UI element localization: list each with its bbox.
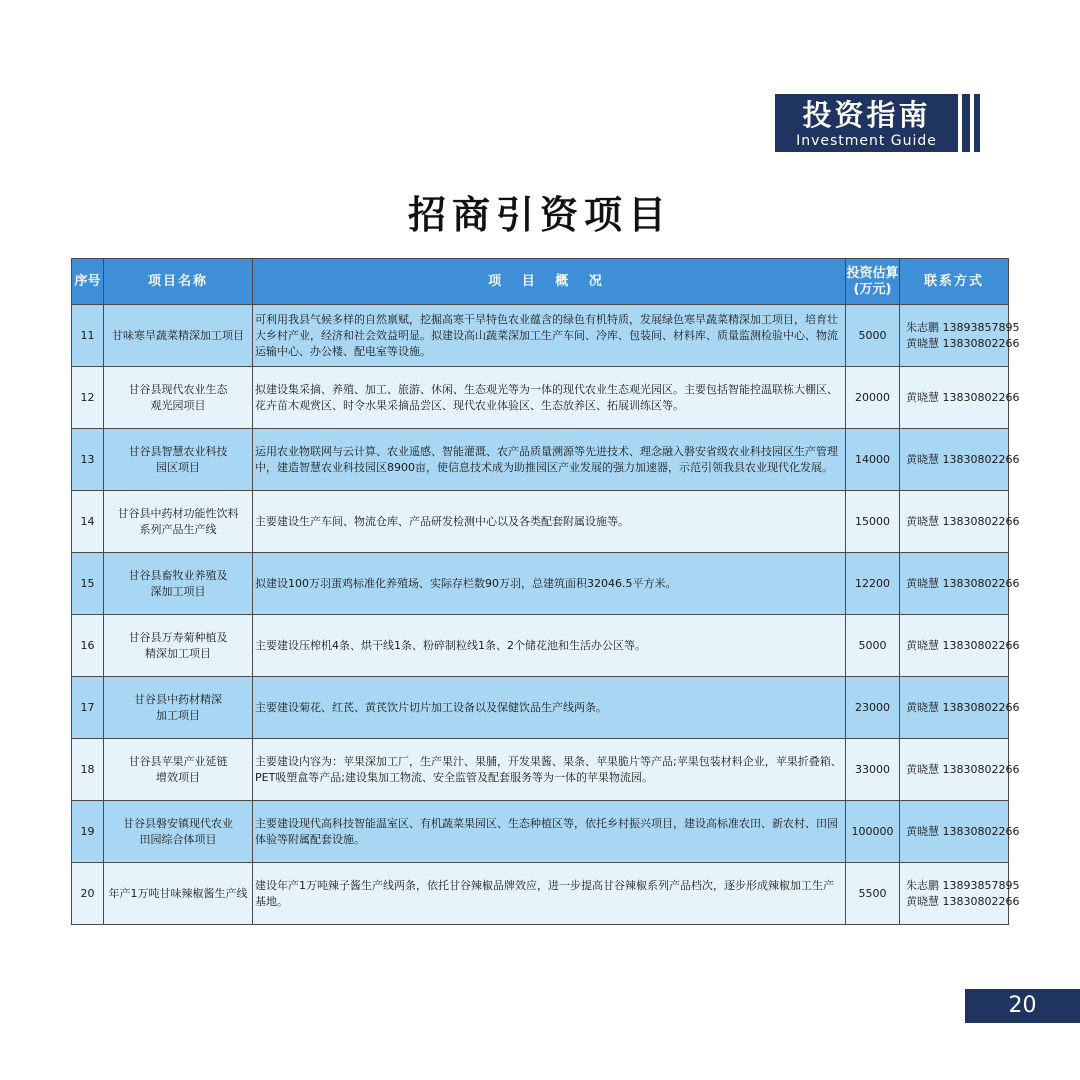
cell-overview: 建设年产1万吨辣子酱生产线两条，依托甘谷辣椒品牌效应，进一步提高甘谷辣椒系列产品档次，逐步形成辣椒加工生产基地。: [253, 863, 846, 925]
cell-overview: 运用农业物联网与云计算、农业遥感、智能灌溉、农产品质量溯源等先进技术、理念融入磐安省级农业科技园区生产管理中，建造智慧农业科技园区8900亩，使信息技术成为助推园区产业发展的强力加速器，示范引领我县农业现代化发展。: [253, 429, 846, 491]
contact-line: 黄晓慧 13830802266: [906, 336, 1020, 350]
cell-overview: 主要建设压榨机4条、烘干线1条、粉碎制粒线1条、2个储花池和生活办公区等。: [253, 615, 846, 677]
contact-line: 黄晓慧 13830802266: [906, 894, 1020, 908]
contact-line: 朱志鹏 13893857895: [906, 320, 1020, 334]
cell-investment: 12200: [846, 553, 900, 615]
contact-line: 黄晓慧 13830802266: [906, 576, 1020, 590]
contact-line: 黄晓慧 13830802266: [906, 638, 1020, 652]
cell-investment: 20000: [846, 367, 900, 429]
cell-overview: 主要建设菊花、红芪、黄芪饮片切片加工设备以及保健饮品生产线两条。: [253, 677, 846, 739]
cell-name: [104, 367, 253, 429]
project-name-line: 年产1万吨甘味辣椒酱生产线: [108, 886, 248, 900]
cell-investment: 14000: [846, 429, 900, 491]
cell-name: [104, 615, 253, 677]
table-row: [72, 677, 1009, 739]
header-contact: 联系方式: [900, 259, 1009, 305]
header-investment: [846, 259, 900, 305]
cell-name: [104, 553, 253, 615]
header-overview: 项 目 概 况: [253, 259, 846, 305]
table-body: [72, 305, 1020, 925]
contact-line: 黄晓慧 13830802266: [906, 824, 1020, 838]
project-name-line: 甘谷县磐安镇现代农业: [123, 816, 233, 830]
header-investment-line2: (万元): [853, 281, 892, 297]
cell-no: 13: [72, 429, 104, 491]
cell-contact: [900, 801, 1020, 863]
contact-line: 黄晓慧 13830802266: [906, 514, 1020, 528]
cell-contact: [900, 677, 1020, 739]
cell-contact: [900, 491, 1020, 553]
project-name-line: 甘谷县中药材功能性饮料: [117, 506, 239, 520]
contact-line: 黄晓慧 13830802266: [906, 390, 1020, 404]
contact-line: 黄晓慧 13830802266: [906, 700, 1020, 714]
project-name-line: 深加工项目: [150, 584, 206, 598]
cell-overview: 主要建设内容为：苹果深加工厂，生产果汁、果脯，开发果酱、果条、苹果脆片等产品;苹果包装材料企业，苹果折叠箱、PET吸塑盒等产品;建设集加工物流、安全监管及配套服务等为一体的苹果物流园。: [253, 739, 846, 801]
table-row: [72, 739, 1009, 801]
page-number: 20: [965, 989, 1080, 1023]
cell-overview: 可利用我县气候多样的自然禀赋，挖掘高寒干旱特色农业蕴含的绿色有机特质，发展绿色寒旱蔬菜精深加工项目，培育壮大乡村产业，经济和社会效益明显。拟建设高山蔬菜深加工生产车间、冷库、包装间、材料库、质量监测检验中心、物流运输中心、办公楼、配电室等设施。: [253, 305, 846, 367]
project-name-line: 甘谷县苹果产业延链: [128, 754, 228, 768]
project-name-line: 系列产品生产线: [139, 522, 217, 536]
section-badge-title: 投资指南: [802, 98, 931, 132]
projects-table: [71, 258, 1020, 925]
cell-contact: [900, 305, 1020, 367]
contact-line: 黄晓慧 13830802266: [906, 452, 1020, 466]
cell-no: 15: [72, 553, 104, 615]
cell-investment: 100000: [846, 801, 900, 863]
cell-contact: [900, 553, 1020, 615]
header-name: 项目名称: [104, 259, 253, 305]
cell-name: [104, 491, 253, 553]
table-row: [72, 305, 1009, 367]
project-name-line: 甘谷县畜牧业养殖及: [128, 568, 228, 582]
cell-name: [104, 305, 253, 367]
project-name-line: 甘谷县智慧农业科技: [128, 444, 228, 458]
cell-contact: [900, 615, 1020, 677]
table-header-row: [72, 259, 1009, 305]
table-row: [72, 553, 1009, 615]
cell-name: [104, 677, 253, 739]
cell-overview: 主要建设现代高科技智能温室区、有机蔬菜果园区、生态种植区等，依托乡村振兴项目，建设高标准农田、新农村、田园体验等附属配套设施。: [253, 801, 846, 863]
project-name-line: 甘谷县中药材精深: [134, 692, 222, 706]
project-name-line: 甘谷县万寿菊种植及: [128, 630, 228, 644]
cell-no: 14: [72, 491, 104, 553]
cell-investment: 33000: [846, 739, 900, 801]
cell-no: 11: [72, 305, 104, 367]
section-badge-subtitle: Investment Guide: [796, 133, 937, 149]
project-name-line: 增效项目: [156, 770, 200, 784]
cell-investment: 15000: [846, 491, 900, 553]
project-name-line: 田园综合体项目: [139, 832, 217, 846]
table-row: [72, 429, 1009, 491]
badge-stripe-2: [974, 94, 980, 152]
cell-name: [104, 863, 253, 925]
section-badge: [775, 94, 958, 152]
table-row: [72, 367, 1009, 429]
cell-overview: 主要建设生产车间、物流仓库、产品研发检测中心以及各类配套附属设施等。: [253, 491, 846, 553]
cell-name: [104, 801, 253, 863]
table-row: [72, 491, 1009, 553]
cell-investment: 23000: [846, 677, 900, 739]
cell-name: [104, 429, 253, 491]
project-name-line: 加工项目: [156, 708, 200, 722]
header-investment-line1: 投资估算: [846, 265, 899, 281]
cell-no: 20: [72, 863, 104, 925]
cell-contact: [900, 863, 1020, 925]
cell-no: 16: [72, 615, 104, 677]
cell-no: 19: [72, 801, 104, 863]
contact-line: 黄晓慧 13830802266: [906, 762, 1020, 776]
cell-contact: [900, 429, 1020, 491]
cell-contact: [900, 367, 1020, 429]
cell-no: 18: [72, 739, 104, 801]
project-name-line: 园区项目: [156, 460, 200, 474]
page-title: 招商引资项目: [407, 192, 672, 237]
badge-stripe-1: [962, 94, 970, 152]
header-no: 序号: [72, 259, 104, 305]
table-row: [72, 615, 1009, 677]
cell-investment: 5500: [846, 863, 900, 925]
cell-contact: [900, 739, 1020, 801]
table-row: [72, 863, 1009, 925]
cell-investment: 5000: [846, 305, 900, 367]
cell-name: [104, 739, 253, 801]
cell-overview: 拟建设集采摘、养殖、加工、旅游、休闲、生态观光等为一体的现代农业生态观光园区。主要包括智能控温联栋大棚区、花卉苗木观赏区、时令水果采摘品尝区、现代农业体验区、生态放养区、拓展训练区等。: [253, 367, 846, 429]
cell-no: 12: [72, 367, 104, 429]
project-name-line: 精深加工项目: [145, 646, 211, 660]
table-row: [72, 801, 1009, 863]
cell-investment: 5000: [846, 615, 900, 677]
project-name-line: 甘味寒旱蔬菜精深加工项目: [112, 328, 244, 342]
project-name-line: 甘谷县现代农业生态: [128, 382, 228, 396]
project-name-line: 观光园项目: [150, 398, 206, 412]
contact-line: 朱志鹏 13893857895: [906, 878, 1020, 892]
cell-no: 17: [72, 677, 104, 739]
cell-overview: 拟建设100万羽蛋鸡标准化养殖场、实际存栏数90万羽，总建筑面积32046.5平方米。: [253, 553, 846, 615]
